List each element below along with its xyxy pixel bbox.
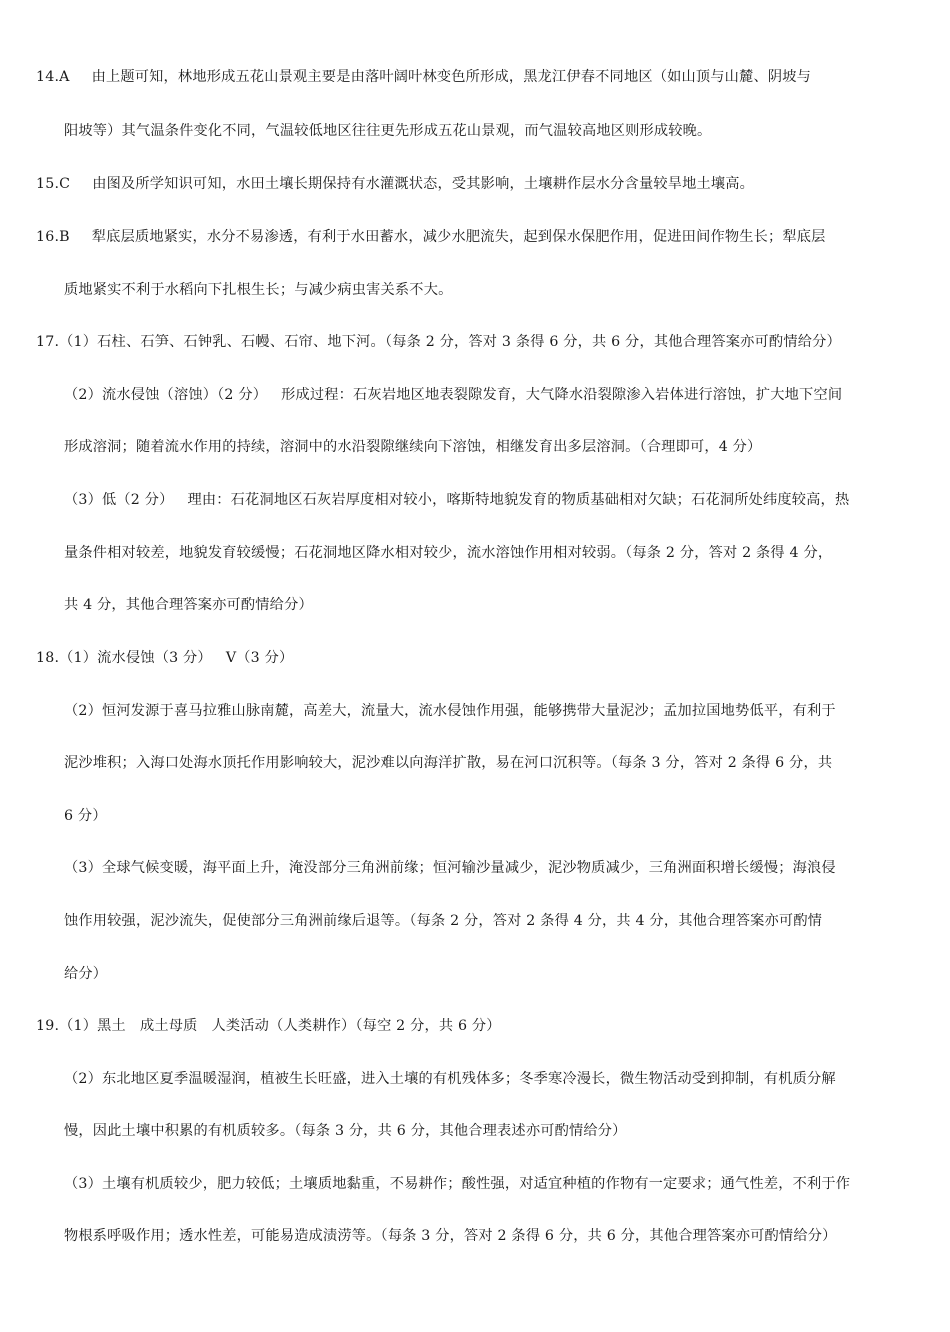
q16-line-1 xyxy=(36,227,826,247)
q18-part1-a: （1）流水侵蚀（3 分） xyxy=(59,650,212,666)
q18-part2-line-3: 6 分） xyxy=(64,808,107,824)
q18-part2-line-1: （2）恒河发源于喜马拉雅山脉南麓，高差大，流量大，流水侵蚀作用强，能够携带大量泥沙；孟加拉国地势低平，有利于 xyxy=(64,703,836,719)
q17-part2-line-2: 形成溶洞；随着流水作用的持续，溶洞中的水沿裂隙继续向下溶蚀，相继发育出多层溶洞。（合理即可，4 分） xyxy=(64,439,762,455)
q17-part3-text: 理由：石花洞地区石灰岩厚度相对较小，喀斯特地貌发育的物质基础相对欠缺；石花洞所处纬度较高，热 xyxy=(187,492,850,508)
q17-part3-head: （3）低（2 分） xyxy=(64,492,174,508)
q15-number: 15.C xyxy=(36,176,71,192)
q18-number: 18. xyxy=(36,650,60,666)
q17-part3-line-3: 共 4 分，其他合理答案亦可酌情给分） xyxy=(64,597,313,613)
q19-line-1 xyxy=(36,1016,501,1036)
q14-line-1 xyxy=(36,67,811,87)
q16-text: 犁底层质地紧实，水分不易渗透，有利于水田蓄水，减少水肥流失，起到保水保肥作用，促进田间作物生长；犁底层 xyxy=(91,229,826,245)
q17-part2-line-1 xyxy=(64,385,842,405)
q17-number: 17. xyxy=(36,334,60,350)
q17-part2-head: （2）流水侵蚀（溶蚀）（2 分） xyxy=(64,387,268,403)
q15-text: 由图及所学知识可知，水田土壤长期保持有水灌溉状态，受其影响，土壤耕作层水分含量较旱地土壤高。 xyxy=(92,176,755,192)
q18-part3-line-2: 蚀作用较强，泥沙流失，促使部分三角洲前缘后退等。（每条 2 分，答对 2 条得 4 分，共 4 分，其他合理答案亦可酌情 xyxy=(64,913,823,929)
q19-number: 19. xyxy=(36,1018,60,1034)
q16-line-2: 质地紧实不利于水稻向下扎根生长；与减少病虫害关系不大。 xyxy=(64,282,453,298)
q17-part3-line-2: 量条件相对较差，地貌发育较缓慢；石花洞地区降水相对较少，流水溶蚀作用相对较弱。（每条 2 分，答对 2 条得 4 分， xyxy=(64,545,833,561)
q18-part1-b: V（3 分） xyxy=(225,650,294,666)
q19-part3-line-1: （3）土壤有机质较少，肥力较低；土壤质地黏重，不易耕作；酸性强，对适宜种植的作物有一定要求；通气性差，不利于作 xyxy=(64,1176,851,1192)
q17-part2-text: 形成过程：石灰岩地区地表裂隙发育，大气降水沿裂隙渗入岩体进行溶蚀，扩大地下空间 xyxy=(281,387,843,403)
q19-part1-b: 成土母质 xyxy=(139,1018,198,1034)
q19-part1-c: 人类活动（人类耕作）（每空 2 分，共 6 分） xyxy=(211,1018,501,1034)
q14-number: 14.A xyxy=(36,69,70,85)
q17-part1: （1）石柱、石笋、石钟乳、石幔、石帘、地下河。（每条 2 分，答对 3 条得 6 分，共 6 分，其他合理答案亦可酌情给分） xyxy=(59,334,841,350)
q16-number: 16.B xyxy=(36,229,70,245)
q18-part3-line-3: 给分） xyxy=(64,966,108,982)
q19-part2-line-1: （2）东北地区夏季温暖湿润，植被生长旺盛，进入土壤的有机残体多；冬季寒冷漫长，微生物活动受到抑制，有机质分解 xyxy=(64,1071,836,1087)
q19-part1-a: （1）黑土 xyxy=(59,1018,126,1034)
q19-part3-line-2: 物根系呼吸作用；透水性差，可能易造成渍涝等。（每条 3 分，答对 2 条得 6 分，共 6 分，其他合理答案亦可酌情给分） xyxy=(64,1228,837,1244)
q18-part3-line-1: （3）全球气候变暖，海平面上升，淹没部分三角洲前缘；恒河输沙量减少，泥沙物质减少，三角洲面积增长缓慢；海浪侵 xyxy=(64,860,836,876)
q14-text: 由上题可知，林地形成五花山景观主要是由落叶阔叶林变色所形成，黑龙江伊春不同地区（如山顶与山麓、阴坡与 xyxy=(91,69,811,85)
q15-line-1 xyxy=(36,174,754,194)
q19-part2-line-2: 慢，因此土壤中积累的有机质较多。（每条 3 分，共 6 分，其他合理表述亦可酌情给分） xyxy=(64,1123,627,1139)
q14-line-2: 阳坡等）其气温条件变化不同，气温较低地区往往更先形成五花山景观，而气温较高地区则形成较晚。 xyxy=(64,123,712,139)
q17-line-1 xyxy=(36,332,841,352)
q18-part2-line-2: 泥沙堆积；入海口处海水顶托作用影响较大，泥沙难以向海洋扩散，易在河口沉积等。（每条 3 分，答对 2 条得 6 分，共 xyxy=(64,755,833,771)
q17-part3-line-1 xyxy=(64,490,849,510)
q18-line-1 xyxy=(36,648,293,668)
